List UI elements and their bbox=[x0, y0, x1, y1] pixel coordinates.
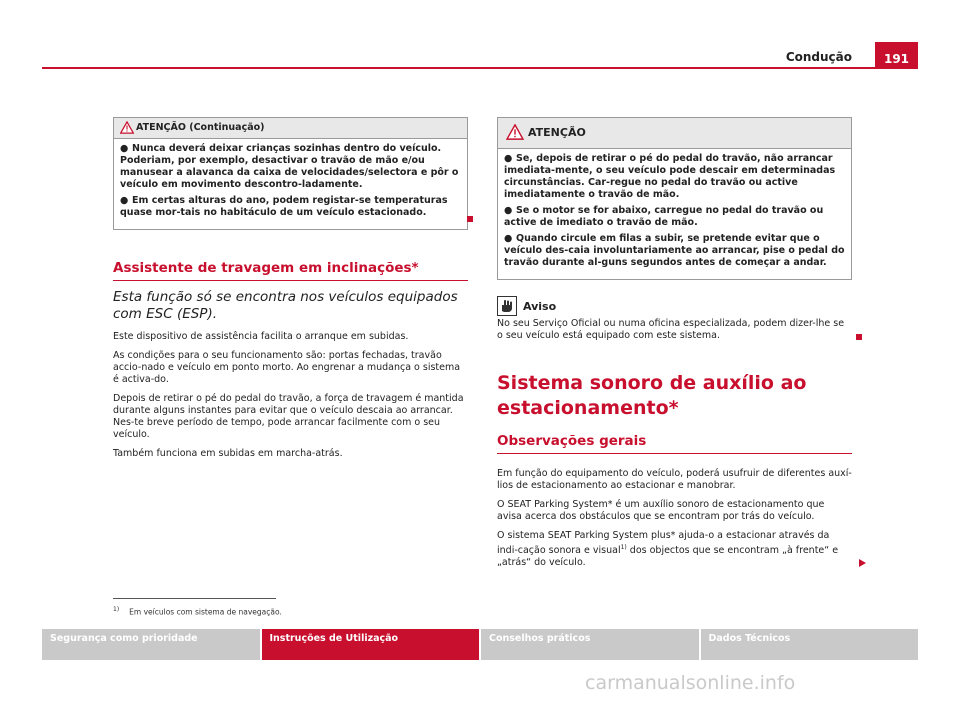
note-hand-icon bbox=[497, 296, 517, 316]
tab-practical-tips[interactable]: Conselhos práticos bbox=[481, 629, 699, 660]
paragraph: Também funciona em subidas em marcha-atrás. bbox=[113, 448, 343, 459]
paragraph: O SEAT Parking System* é um auxílio sonoro de estacionamento que avisa acerca dos obstáculos que se encontram por trás do veículo. bbox=[497, 499, 825, 522]
warning-title: ATENÇÃO bbox=[528, 126, 586, 139]
paragraph: Este dispositivo de assistência facilita o arranque em subidas. bbox=[113, 331, 409, 342]
end-square-icon bbox=[467, 216, 473, 222]
paragraph: As condições para o seu funcionamento são: portas fechadas, travão accio-nado e veículo em ponto morto. Ao engrenar a mudança o sistema é activa-do. bbox=[113, 350, 461, 385]
footnote-rule bbox=[113, 598, 276, 599]
header-chapter: Condução bbox=[785, 50, 852, 64]
note-title: Aviso bbox=[523, 300, 557, 313]
warning-triangle-icon bbox=[120, 121, 134, 134]
warning-item: ● Se o motor se for abaixo, carregue no pedal do travão ou active de imediato o travão de mão. bbox=[504, 205, 824, 228]
paragraph: Depois de retirar o pé do pedal do travão, a força de travagem é mantida durante alguns instantes para evitar que o veículo descaia ao arrancar. Nes-te breve período de tempo, pode arrancar facilmente com o seu veículo. bbox=[113, 393, 464, 440]
warning-item: ● Em certas alturas do ano, podem registar-se temperaturas quase mor-tais no habitáculo de um veículo estacionado. bbox=[120, 195, 461, 219]
warning-body bbox=[498, 149, 851, 279]
subsection-title: Observações gerais bbox=[497, 433, 852, 454]
header-rule bbox=[42, 67, 918, 69]
page-number: 191 bbox=[875, 42, 918, 69]
warning-box-continued bbox=[113, 117, 468, 230]
warning-item: ● Se, depois de retirar o pé do pedal do travão, não arrancar imediata-mente, o seu veículo pode descair em determinadas circunstâncias. Car-regue no pedal do travão ou active imediatamente o travão de mão. bbox=[504, 153, 836, 200]
tab-operating-instructions[interactable]: Instruções de Utilização bbox=[262, 629, 480, 660]
end-square-icon bbox=[856, 334, 862, 340]
note-text: No seu Serviço Oficial ou numa oficina especializada, podem dizer-lhe se o seu veículo está equipado com este sistema. bbox=[497, 318, 852, 342]
warning-header bbox=[114, 118, 467, 139]
section-intro: Esta função só se encontra nos veículos equipados com ESC (ESP). bbox=[113, 289, 458, 322]
continue-arrow-icon bbox=[859, 559, 866, 567]
note-header bbox=[497, 296, 852, 316]
paragraph: Em função do equipamento do veículo, poderá usufruir de diferentes auxí-lios de estacionamento ao estacionar e manobrar. bbox=[497, 468, 852, 491]
paragraph: O sistema SEAT Parking System plus* ajuda-o a estacionar através da indi-cação sonora e visual$^{1)}$ dos objectos que se encontram „à frente“ e „atrás“ do veículo. bbox=[497, 530, 852, 569]
footnote: $^{1)}$ Em veículos com sistema de navegação. bbox=[113, 606, 282, 617]
chapter-section-title: Sistema sonoro de auxílio ao estacionamento* bbox=[497, 372, 807, 419]
tab-technical-data[interactable]: Dados Técnicos bbox=[701, 629, 919, 660]
warning-title: ATENÇÃO (Continuação) bbox=[136, 122, 265, 133]
warning-body bbox=[114, 139, 467, 229]
warning-box bbox=[497, 117, 852, 280]
section-title: Assistente de travagem em inclinações* bbox=[113, 260, 468, 281]
watermark: carmanualsonline.info bbox=[585, 672, 796, 694]
section-tabs bbox=[42, 629, 918, 660]
warning-header bbox=[498, 118, 851, 149]
warning-triangle-icon bbox=[506, 124, 524, 140]
tab-safety[interactable]: Segurança como prioridade bbox=[42, 629, 260, 660]
warning-item: ● Nunca deverá deixar crianças sozinhas dentro do veículo. Poderiam, por exemplo, desactivar o travão de mão e/ou manusear a alavanca da caixa de velocidades/selectora e pôr o veículo em movimento descontro-ladamente. bbox=[120, 143, 459, 190]
right-column bbox=[497, 117, 852, 576]
warning-item: ● Quando circule em filas a subir, se pretende evitar que o veículo des-caia involuntariamente ao arrancar, pise o pedal do travão durante al-guns segundos antes de começar a andar. bbox=[504, 233, 845, 268]
left-column bbox=[113, 117, 468, 467]
